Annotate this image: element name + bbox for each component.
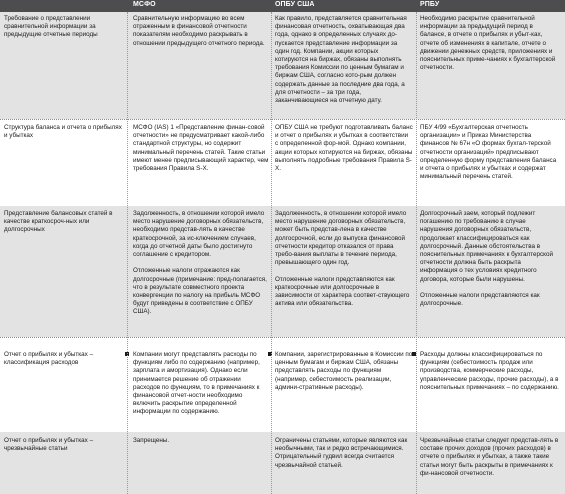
row-separator (0, 337, 565, 338)
row-4-usgaap: Компании, зарегистрированные в Комиссии по ценным бумагам и биржам США, обязаны представлять расходы по функциям (например, себестоимость реализации, админи-стративные расходы). (275, 351, 413, 391)
row-1-criterion: Требование о представлении сравнительной информации за предыдущие отчетные периоды (4, 15, 98, 39)
row-1-usgaap: Как правило, представляется сравнительная финансовая отчетность, охватывающая два года, однако в определенных случаях до-пускается представление информации за один год. Компании, акции которых котируются на биржах, обязаны выполнять требования Комиссии по ценным бумагам и биржам США, согласно кото-рым должен содержать данные за последние два года, а для отчетности – за три года, заканчивающиеся на отчетную дату. (275, 15, 407, 105)
row-3-criterion: Представление балансовых статей в качестве краткосроч-ных или долгосрочных (4, 210, 113, 234)
row-2-criterion: Структура баланса и отчета о прибылях и убытках (4, 124, 122, 140)
header-ifrs: МСФО (133, 1, 156, 8)
row-5-usgaap: Ограничены статьями, которые являются как необычными, так и редко встречающимися. Отрицательный гудвил всегда считается чрезвычайной статьей. (275, 437, 408, 469)
row-3-ras: Долгосрочный заем, который подлежит погашению по требованию в случае нарушения договорных обязательств, продолжает классифицироваться как долгосрочный. Данные обстоятельства в пояснительных примечаниях к бухгалтерской отчетности должна быть раскрыта информация о тех условиях кредитного договора, которые были нарушены. Отложенные налоги представляются как долгосрочные. (420, 210, 553, 308)
row-1-ras: Необходимо раскрытие сравнительной информации за предыдущий период в балансе, в отчете о прибылях и убыт-ках, отчете об изменениях в капитале, отчете о движении денежных средств, приложениях и пояснительных приме-чаниях к бухгалтерской отчетности. (420, 15, 556, 72)
row-2-ifrs: МСФО (IAS) 1 «Представление финан-совой отчетности» не предусматривает какой-либо стандартной структуры, но содержит минимальный перечень статей. Такие статьи имеют менее предписывающий характер, чем требования Правила S-X. (133, 124, 269, 173)
row-5-criterion: Отчет о прибылях и убытках – чрезвычайные статьи (4, 437, 94, 453)
header-usgaap: ОПБУ США (275, 1, 315, 8)
row-3-ifrs: Задолженность, в отношении которой имело место нарушение договорных обязательств, необходимо представ-лять в качестве краткосрочной, за ис-ключением случаев, когда до отчетной даты было достигнуто соглашение с кредитором. Отложенные налоги отражаются как долгосрочные (примечание: пред-полагается, что в результате совместного проекта конвергенции по налогу на прибыль МСФО будут приведены в соответствие с ОПБУ США). (133, 210, 267, 316)
row-4-criterion: Отчет о прибылях и убытках – классификация расходов (4, 351, 94, 367)
column-divider (127, 12, 128, 494)
row-4-ifrs: Компании могут представлять расходы по функциям либо по содержанию (например, зарплата и амортизация). Однако если принимается решение об отражении расходов по функциям, то в примечаниях к финансовой отчет-ности необходимо включить раскрытие определенной информации по содержанию. (133, 351, 260, 416)
row-1-ifrs: Сравнительную информацию во всем отраженным в финансовой отчетности показателям необходимо раскрывать в отношении предыдущего отчетного периода. (133, 15, 265, 47)
header-ras: РПБУ (420, 1, 440, 8)
row-3-usgaap: Задолженность, в отношении которой имело место нарушение договорных обязательств, может быть представ-лена в качестве долгосрочной, если до выпуска финансовой отчетности кредитор отказался от права требо-вания выплаты в течение периода, превышающего один год. Отложенные налоги представляются как краткосрочные или долгосрочные в зависимости от характера соответ-ствующего актива или обязательства. (275, 210, 410, 308)
row-5-ras: Чрезвычайные статьи следует представ-лять в составе прочих доходов (прочих расходов) в отчете о прибылях и убытках, а также такие статьи могут быть раскрыты в примечаниях к фи-нансовой отчетности. (420, 437, 559, 477)
row-2-usgaap: ОПБУ США не требуют подготавливать баланс и отчет о прибылях и убытках в соответствии с определенной фор-мой. Однако компании, акции которых котируются на биржах, обязаны выполнять подробные требования Правила S-X. (275, 124, 413, 173)
row-5-ifrs: Запрещены. (133, 437, 170, 444)
row-2-ras: ПБУ 4/99 «Бухгалтерская отчетность организации» и Приказ Министерства финансов № 67н «О формах бухгал-терской отчетности организаций» предписывают определенную форму представления баланса и отчета о прибылях и убытках и содержат минимальный перечень статей. (420, 124, 557, 181)
header-bar (0, 0, 565, 12)
row-separator (0, 119, 565, 120)
column-divider (416, 12, 417, 494)
column-divider (271, 12, 272, 494)
row-4-ras: Расходы должны классифицироваться по функциям (себестоимость продаж или производства, коммерческие расходы, управленческие расходы, прочие расходы), а в пояснительных примечаниях – по содержанию. (420, 351, 559, 391)
